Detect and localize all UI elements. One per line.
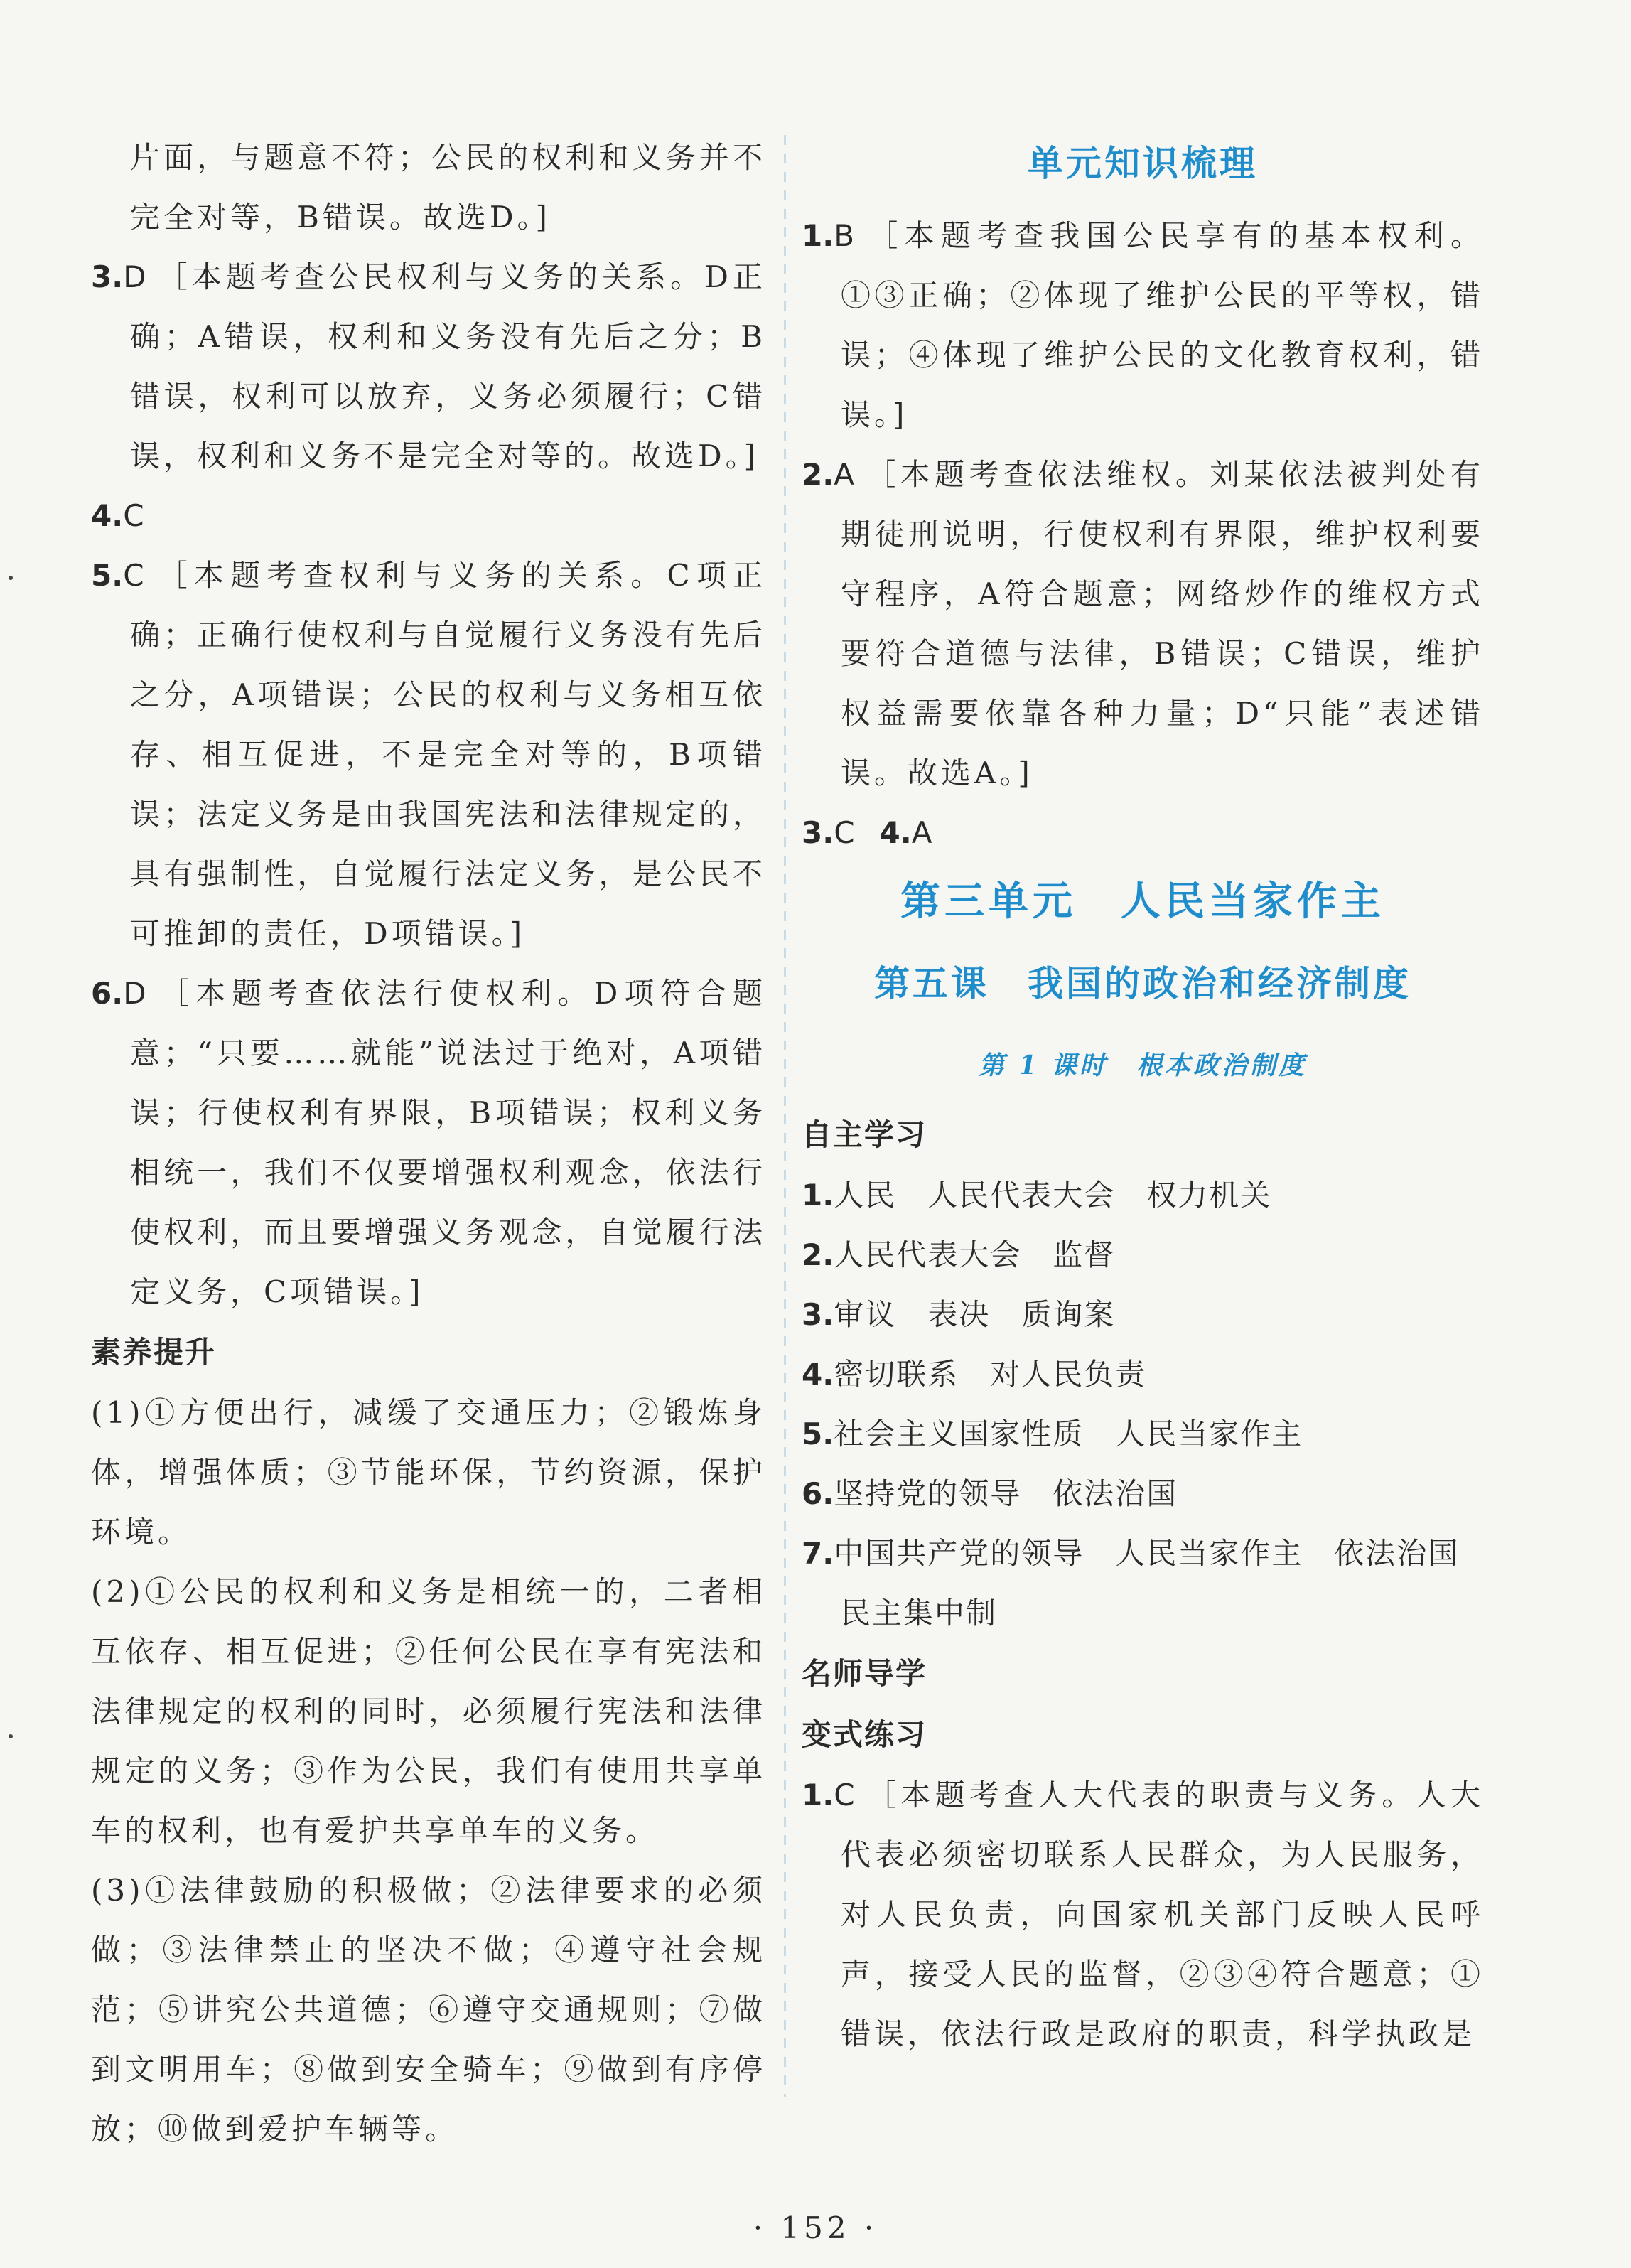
- answer-5: 5.C ［本题考查权利与义务的关系。C项正确；正确行使权利与自觉履行义务没有先后之分，A项错误；公民的权利与义务相互依存、相互促进，不是完全对等的，B项错误；法定义务是由我国宪法和法律规定的，具有强制性，自觉履行法定义务，是公民不可推卸的责任，D项错误。]: [91, 558, 766, 951]
- left-column: [91, 128, 766, 2159]
- scan-mark: [9, 576, 13, 580]
- unit-title: 第三单元 人民当家作主: [900, 878, 1385, 925]
- section-title-zizhu: 自主学习: [802, 1117, 927, 1152]
- summary-answer-1: 1.B ［本题考查我国公民享有的基本权利。①③正确；②体现了维护公民的平等权，错误；④体现了维护公民的文化教育权利，错误。]: [802, 218, 1484, 432]
- right-column: [802, 128, 1491, 2064]
- period-title: 第 1 课时 根本政治制度: [978, 1050, 1308, 1080]
- section-title-bianshi: 变式练习: [802, 1717, 927, 1752]
- section-title-mingshi: 名师导学: [802, 1656, 927, 1691]
- suyang-answer-3: (3)①法律鼓励的积极做；②法律要求的必须做；③法律禁止的坚决不做；④遵守社会规范；⑤讲究公共道德；⑥遵守交通规则；⑦做到文明用车；⑧做到安全骑车；⑨做到有序停放；⑩做到爱护车辆等。: [91, 1873, 766, 2146]
- list-item: 6.坚持党的领导 依法治国: [802, 1476, 1178, 1511]
- answer-3: 3.D ［本题考查公民权利与义务的关系。D正确；A错误，权利和义务没有先后之分；B错误，权利可以放弃，义务必须履行；C错误，权利和义务不是完全对等的。故选D。]: [91, 259, 766, 473]
- summary-answer-2: 2.A ［本题考查依法维权。刘某依法被判处有期徒刑说明，行使权利有界限，维护权利要守程序，A符合题意；网络炒作的维权方式要符合道德与法律，B错误；C错误，维护权益需要依靠各种力量；D“只能”表述错误。故选A。]: [802, 457, 1484, 790]
- list-item: 2.人民代表大会 监督: [802, 1237, 1116, 1272]
- continued-answer: 片面，与题意不符；公民的权利和义务并不完全对等，B错误。故选D。]: [130, 140, 766, 235]
- column-divider: [784, 135, 786, 2097]
- practice-answer-1: 1.C ［本题考查人大代表的职责与义务。人大代表必须密切联系人民群众，为人民服务，对人民负责，向国家机关部门反映人民呼声，接受人民的监督，②③④符合题意；①错误，依法行政是政府的职责，科学执政是: [802, 1778, 1484, 2051]
- list-item: 1.人民 人民代表大会 权力机关: [802, 1178, 1272, 1213]
- zizhu-list: [802, 1166, 1491, 1643]
- list-item: 5.社会主义国家性质 人民当家作主: [802, 1417, 1303, 1451]
- suyang-answer-1: (1)①方便出行，减缓了交通压力；②锻炼身体，增强体质；③节能环保，节约资源，保护环境。: [91, 1395, 766, 1549]
- list-item: 7.中国共产党的领导 人民当家作主 依法治国 民主集中制: [802, 1536, 1491, 1630]
- answer-6: 6.D ［本题考查依法行使权利。D项符合题意；“只要……就能”说法过于绝对，A项错误；行使权利有界限，B项错误；权利义务相统一，我们不仅要增强权利观念，依法行使权利，而且要增强义务观念，自觉履行法定义务，C项错误。]: [91, 976, 766, 1309]
- list-item: 3.审议 表决 质询案: [802, 1297, 1116, 1332]
- page-number: · 152 ·: [753, 2210, 878, 2245]
- summary-answer-3-4: 3.C 4.A: [802, 815, 936, 850]
- scan-mark: [9, 1734, 13, 1738]
- lesson-title: 第五课 我国的政治和经济制度: [874, 963, 1411, 1004]
- unit-summary-title: 单元知识梳理: [1028, 143, 1258, 184]
- list-item: 4.密切联系 对人民负责: [802, 1357, 1147, 1392]
- section-title-suyang: 素养提升: [91, 1335, 217, 1370]
- answer-4: 4.C: [91, 498, 148, 533]
- suyang-answer-2: (2)①公民的权利和义务是相统一的，二者相互依存、相互促进；②任何公民在享有宪法和法律规定的权利的同时，必须履行宪法和法律规定的义务；③作为公民，我们有使用共享单车的权利，也有爱护共享单车的义务。: [91, 1574, 766, 1848]
